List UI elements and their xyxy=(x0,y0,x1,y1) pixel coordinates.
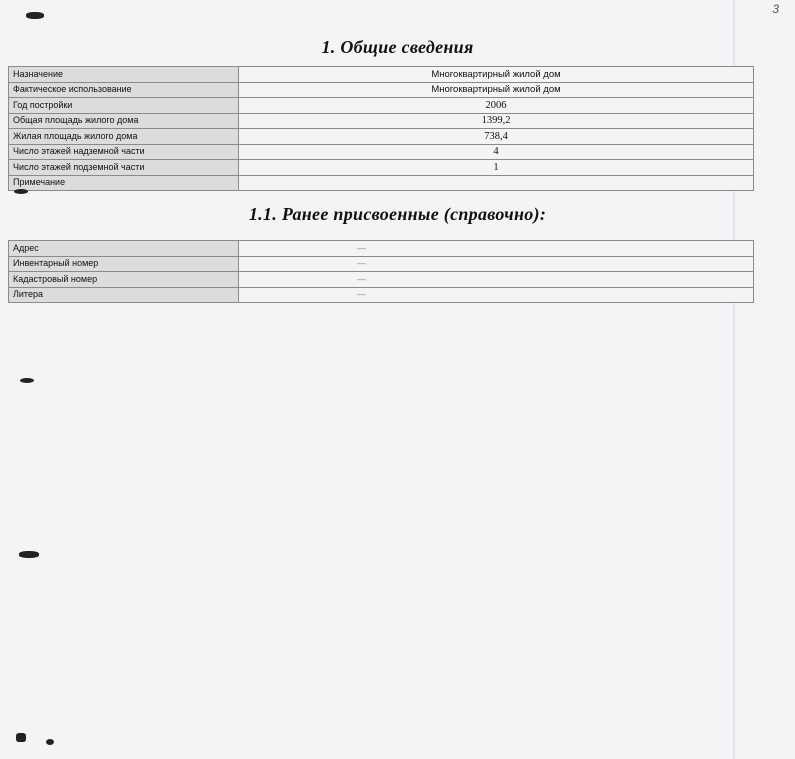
table-row xyxy=(9,175,754,191)
table-row xyxy=(9,113,754,129)
row-value: Многоквартирный жилой дом xyxy=(239,82,754,98)
row-value: 1 xyxy=(239,160,754,176)
row-label: Адрес xyxy=(9,241,239,257)
row-value: Многоквартирный жилой дом xyxy=(239,67,754,83)
table-row xyxy=(9,241,754,257)
table-row xyxy=(9,272,754,288)
row-label: Общая площадь жилого дома xyxy=(9,113,239,129)
row-value: — xyxy=(239,241,754,257)
row-label: Назначение xyxy=(9,67,239,83)
row-label: Число этажей надземной части xyxy=(9,144,239,160)
row-value: — xyxy=(239,272,754,288)
row-label: Литера xyxy=(9,287,239,303)
table-row xyxy=(9,98,754,114)
table-row xyxy=(9,67,754,83)
row-value: — xyxy=(239,256,754,272)
scan-speck xyxy=(16,733,26,742)
row-label: Инвентарный номер xyxy=(9,256,239,272)
row-value: 1399,2 xyxy=(239,113,754,129)
row-label: Число этажей подземной части xyxy=(9,160,239,176)
table-row xyxy=(9,287,754,303)
row-value xyxy=(239,175,754,191)
row-label: Кадастровый номер xyxy=(9,272,239,288)
row-value: 738,4 xyxy=(239,129,754,145)
table-row xyxy=(9,82,754,98)
table-row xyxy=(9,144,754,160)
scan-speck xyxy=(14,189,28,194)
general-info-table xyxy=(8,66,754,191)
scan-speck xyxy=(26,12,44,19)
page-number: 3 xyxy=(772,2,779,16)
row-label: Год постройки xyxy=(9,98,239,114)
row-label: Жилая площадь жилого дома xyxy=(9,129,239,145)
row-value: — xyxy=(239,287,754,303)
section-title-general-info: 1. Общие сведения xyxy=(321,37,474,57)
section-title-previous-assignments: 1.1. Ранее присвоенные (справочно): xyxy=(248,204,547,224)
scan-speck xyxy=(20,378,34,383)
scan-speck xyxy=(46,739,54,745)
row-value: 2006 xyxy=(239,98,754,114)
row-value: 4 xyxy=(239,144,754,160)
scan-speck xyxy=(19,551,39,558)
previous-assignments-table xyxy=(8,240,754,303)
row-label: Фактическое использование xyxy=(9,82,239,98)
table-row xyxy=(9,129,754,145)
row-label: Примечание xyxy=(9,175,239,191)
table-row xyxy=(9,160,754,176)
table-row xyxy=(9,256,754,272)
